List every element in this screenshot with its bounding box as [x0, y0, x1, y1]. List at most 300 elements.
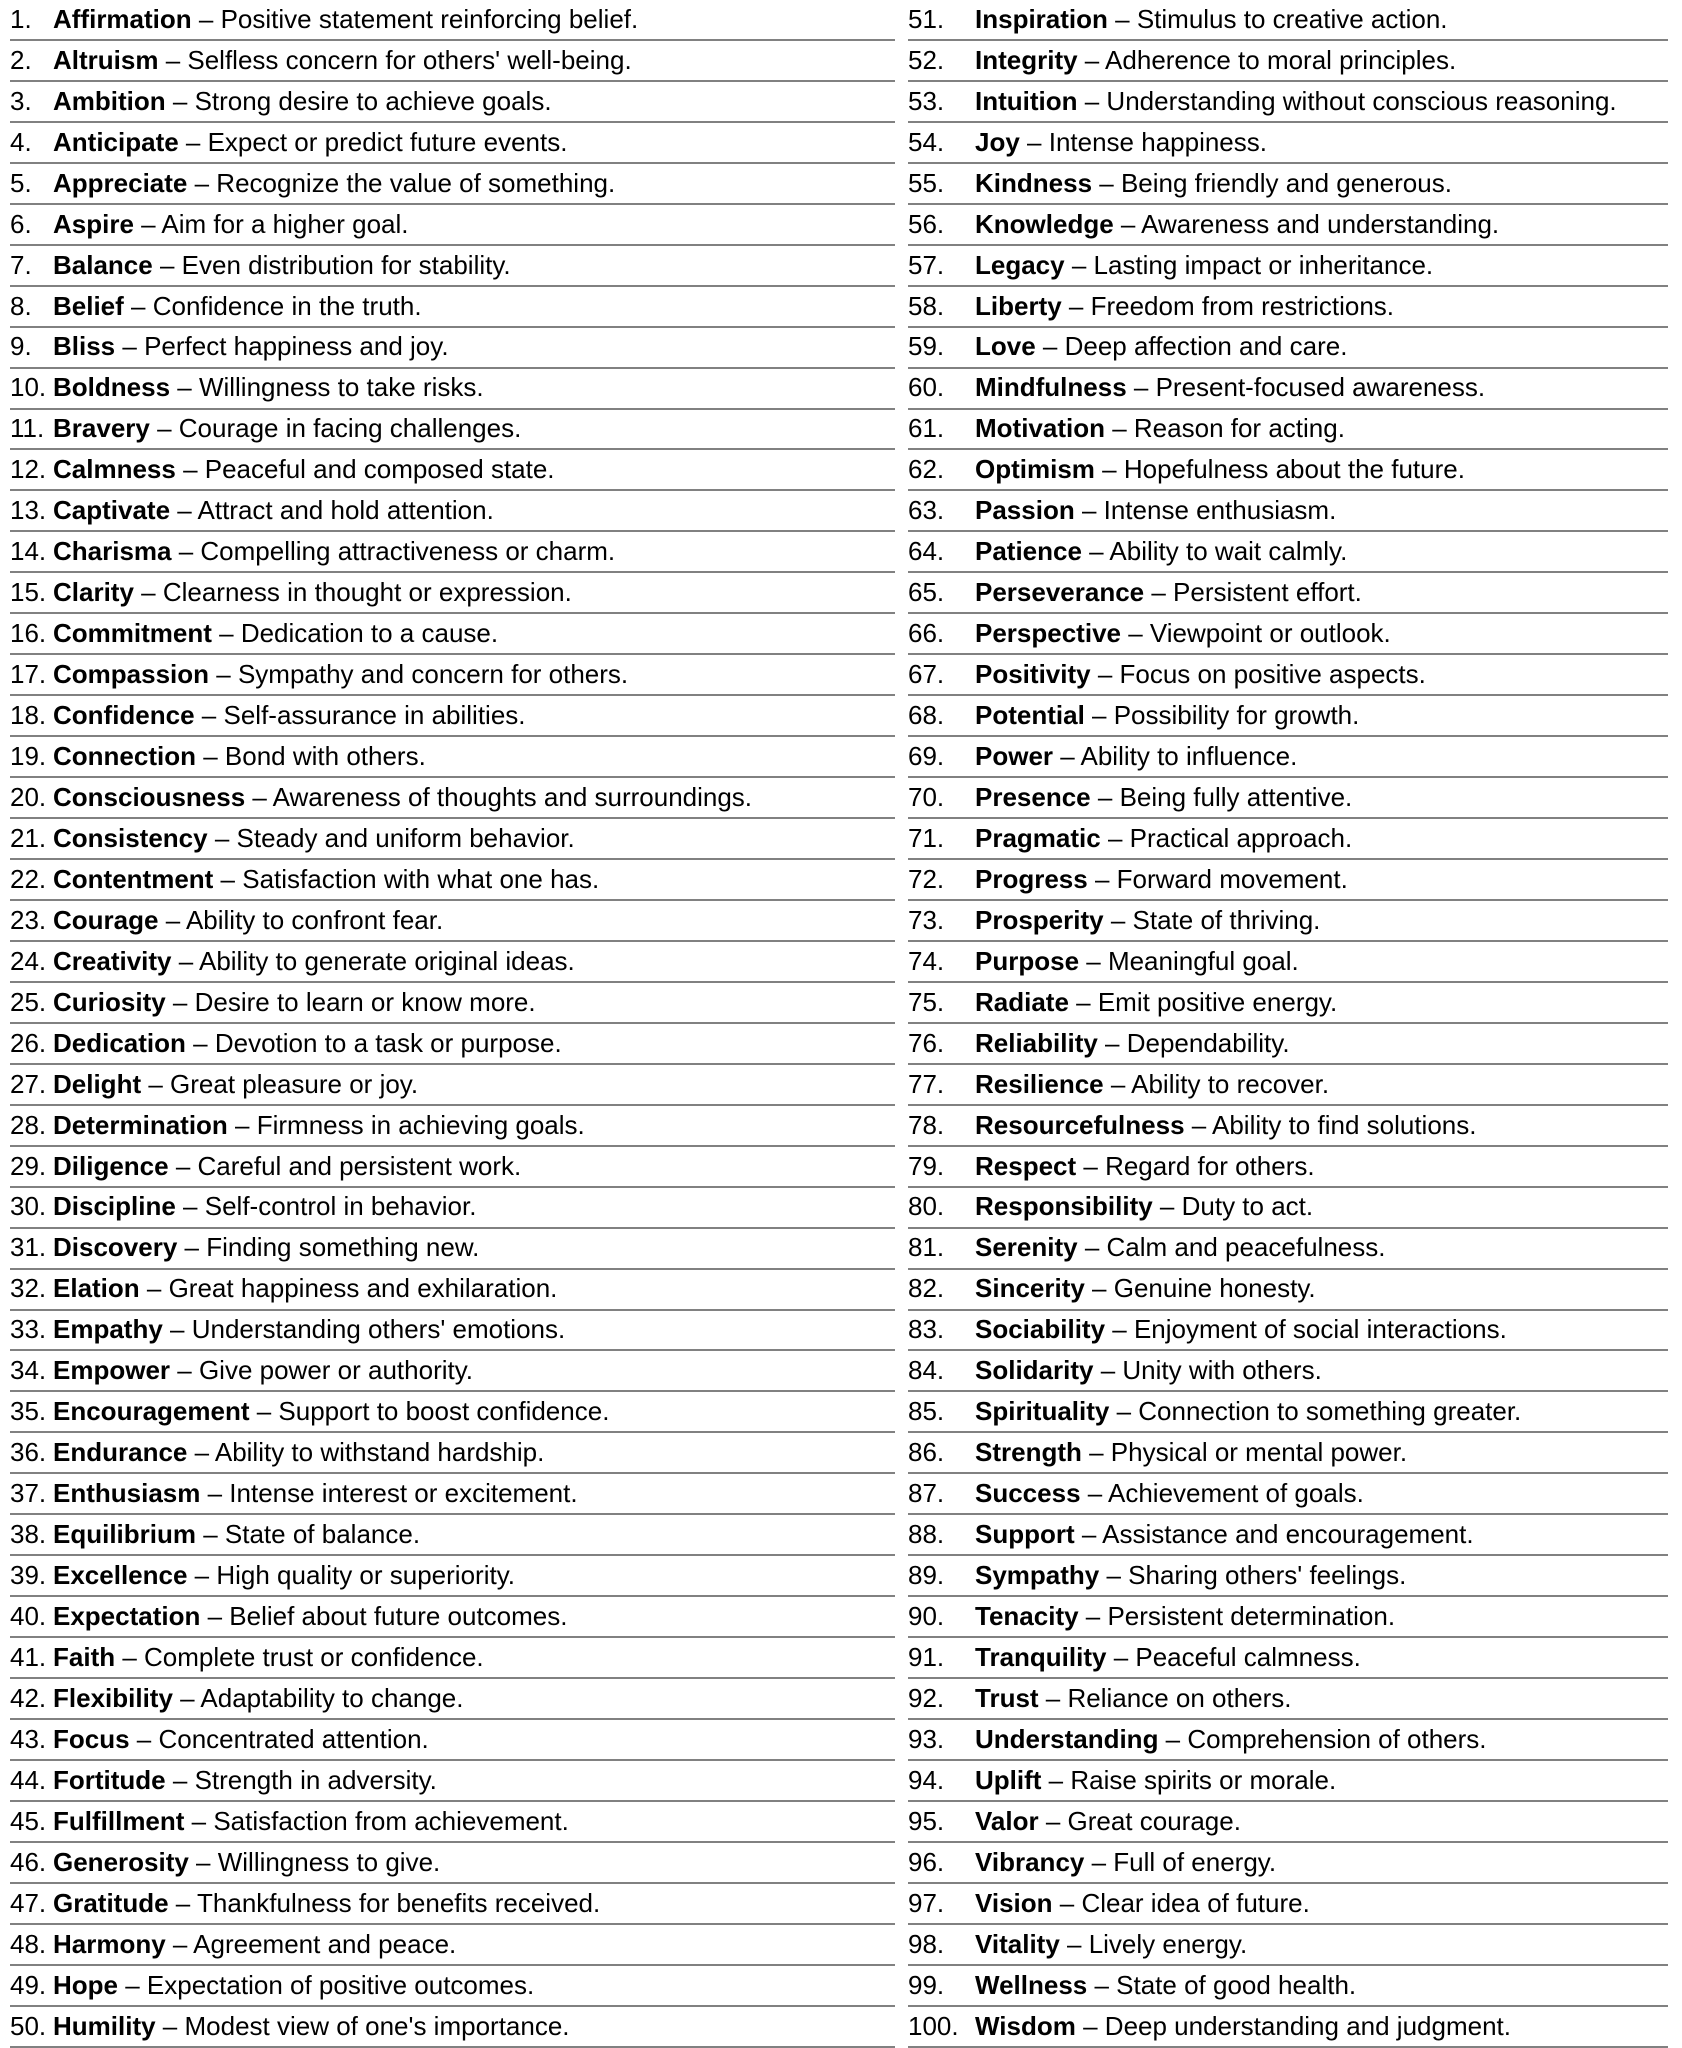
item-word: Empathy	[53, 1314, 163, 1345]
item-definition: – Courage in facing challenges.	[149, 413, 522, 444]
item-number: 2.	[10, 44, 32, 75]
list-item	[908, 1311, 1668, 1352]
item-text	[53, 1357, 473, 1384]
item-definition: – Expect or predict future events.	[178, 126, 568, 157]
list-item	[908, 1392, 1668, 1433]
item-text	[53, 986, 536, 1017]
item-word: Potential	[975, 700, 1085, 731]
list-item	[908, 1884, 1668, 1925]
item-text	[53, 1682, 464, 1713]
item-definition: – Awareness of thoughts and surroundings.	[245, 781, 753, 812]
list-item	[10, 778, 895, 819]
item-definition: – Aim for a higher goal.	[133, 208, 409, 239]
item-number: 27.	[10, 1068, 47, 1099]
word-list-column-left	[10, 0, 895, 2048]
item-number: 79.	[908, 1150, 945, 1181]
item-number: 32.	[10, 1273, 47, 1304]
item-word: Prosperity	[975, 904, 1104, 935]
item-word: Hope	[53, 1969, 118, 2000]
list-item	[908, 205, 1668, 246]
item-text	[53, 456, 555, 483]
item-number: 69.	[908, 740, 945, 771]
item-definition: – Forward movement.	[1087, 863, 1348, 894]
item-word: Discipline	[53, 1191, 176, 1222]
item-number: 93.	[908, 1723, 945, 1754]
item-number: 86.	[908, 1437, 945, 1468]
item-number: 97.	[908, 1887, 945, 1918]
list-item	[10, 1351, 895, 1392]
item-word: Joy	[975, 126, 1020, 157]
item-number: 13.	[10, 495, 47, 526]
item-number: 6.	[10, 208, 32, 239]
item-word: Respect	[975, 1150, 1077, 1181]
item-number: 11.	[10, 413, 45, 444]
item-number: 100.	[908, 2010, 959, 2041]
list-item	[10, 246, 895, 287]
list-item	[908, 819, 1668, 860]
item-word: Aspire	[53, 208, 134, 239]
list-item	[10, 1433, 895, 1474]
list-item	[908, 1843, 1668, 1884]
list-item	[10, 819, 895, 860]
item-text	[53, 333, 449, 360]
item-word: Pragmatic	[975, 822, 1101, 853]
item-text	[975, 1193, 1313, 1220]
list-item	[10, 2007, 895, 2048]
item-text	[53, 538, 615, 565]
item-number: 65.	[908, 577, 945, 608]
item-definition: – Ability to wait calmly.	[1081, 536, 1348, 567]
item-word: Clarity	[53, 577, 134, 608]
item-number: 57.	[908, 249, 945, 280]
item-word: Perseverance	[975, 577, 1145, 608]
list-item	[10, 1597, 895, 1638]
item-number: 40.	[10, 1601, 47, 1631]
list-item	[908, 1966, 1668, 2007]
item-word: Legacy	[975, 249, 1065, 280]
item-number: 64.	[908, 536, 945, 567]
item-definition: – Willingness to take risks.	[170, 372, 484, 403]
item-word: Determination	[53, 1109, 228, 1140]
item-number: 29.	[10, 1150, 47, 1181]
item-definition: – Viewpoint or outlook.	[1120, 618, 1391, 649]
list-item	[10, 491, 895, 532]
item-number: 82.	[908, 1273, 945, 1304]
item-word: Perspective	[975, 618, 1121, 649]
item-definition: – Strength in adversity.	[165, 1764, 437, 1795]
item-word: Positivity	[975, 659, 1091, 690]
item-text	[975, 290, 1394, 321]
item-definition: – Compelling attractiveness or charm.	[171, 536, 616, 567]
item-number: 66.	[908, 618, 945, 649]
item-word: Compassion	[53, 659, 210, 690]
item-definition: – Give power or authority.	[170, 1355, 474, 1386]
item-word: Optimism	[975, 454, 1095, 485]
list-item	[10, 860, 895, 901]
item-definition: – Self-assurance in abilities.	[194, 700, 526, 731]
item-text	[53, 1150, 522, 1181]
item-word: Understanding	[975, 1723, 1159, 1754]
item-definition: – State of thriving.	[1103, 904, 1321, 935]
item-number: 19.	[10, 740, 47, 771]
item-number: 24.	[10, 945, 47, 976]
item-number: 52.	[908, 44, 945, 75]
item-number: 45.	[10, 1805, 47, 1836]
item-definition: – Stimulus to creative action.	[1107, 3, 1448, 34]
item-word: Radiate	[975, 986, 1069, 1017]
item-word: Patience	[975, 536, 1082, 567]
item-text	[53, 85, 552, 116]
item-word: Progress	[975, 863, 1088, 894]
item-word: Equilibrium	[53, 1519, 196, 1550]
list-item	[908, 1433, 1668, 1474]
item-definition: – Modest view of one's importance.	[155, 2010, 570, 2041]
item-text	[975, 620, 1391, 647]
item-word: Bravery	[53, 413, 150, 444]
item-text	[53, 1764, 437, 1795]
item-definition: – Persistent determination.	[1078, 1601, 1396, 1631]
item-word: Courage	[53, 904, 159, 935]
item-text	[53, 1723, 429, 1754]
item-text	[975, 579, 1362, 606]
item-definition: – Dedication to a cause.	[211, 618, 499, 649]
list-item	[10, 410, 895, 451]
item-definition: – Unity with others.	[1093, 1355, 1322, 1386]
item-text	[975, 456, 1465, 483]
item-number: 26.	[10, 1027, 47, 1058]
item-number: 4.	[10, 126, 32, 157]
item-word: Motivation	[975, 413, 1105, 444]
item-text	[975, 1723, 1487, 1754]
list-item	[908, 1761, 1668, 1802]
item-definition: – Careful and persistent work.	[168, 1150, 522, 1181]
item-definition: – Connection to something greater.	[1109, 1396, 1522, 1427]
item-word: Vision	[975, 1887, 1053, 1918]
item-definition: – Positive statement reinforcing belief.	[191, 3, 639, 34]
item-text	[975, 1846, 1277, 1877]
item-number: 36.	[10, 1437, 47, 1468]
item-number: 42.	[10, 1682, 47, 1713]
item-definition: – Ability to withstand hardship.	[187, 1437, 545, 1468]
item-definition: – Emit positive energy.	[1068, 986, 1338, 1017]
list-item	[908, 983, 1668, 1024]
list-item	[908, 82, 1668, 123]
item-number: 43.	[10, 1723, 47, 1754]
item-number: 70.	[908, 781, 945, 812]
item-definition: – Clear idea of future.	[1052, 1887, 1310, 1918]
item-text	[975, 126, 1267, 157]
item-text	[975, 374, 1485, 401]
item-text	[53, 1109, 585, 1140]
item-number: 54.	[908, 126, 945, 157]
item-text	[53, 945, 575, 976]
item-definition: – Devotion to a task or purpose.	[185, 1027, 562, 1058]
item-text	[53, 1521, 420, 1548]
item-definition: – Dependability.	[1097, 1027, 1290, 1058]
item-definition: – Focus on positive aspects.	[1090, 659, 1426, 690]
item-word: Kindness	[975, 167, 1093, 198]
item-number: 12.	[10, 454, 47, 485]
item-word: Love	[975, 331, 1036, 362]
item-word: Support	[975, 1519, 1075, 1550]
list-item	[908, 450, 1668, 491]
item-text	[53, 208, 409, 239]
item-text	[975, 1562, 1406, 1589]
item-text	[53, 415, 521, 442]
item-text	[53, 3, 639, 34]
list-item	[10, 532, 895, 573]
item-number: 22.	[10, 863, 47, 894]
list-item	[908, 1351, 1668, 1392]
item-number: 99.	[908, 1969, 945, 2000]
item-word: Responsibility	[975, 1191, 1153, 1222]
item-definition: – Complete trust or confidence.	[115, 1641, 484, 1672]
item-text	[53, 1928, 457, 1959]
item-word: Focus	[53, 1723, 130, 1754]
item-text	[53, 1398, 609, 1425]
item-word: Contentment	[53, 863, 214, 894]
list-item	[908, 410, 1668, 451]
item-definition: – Desire to learn or know more.	[165, 986, 536, 1017]
item-number: 23.	[10, 904, 47, 935]
list-item	[908, 164, 1668, 205]
item-text	[975, 1603, 1395, 1630]
item-definition: – Finding something new.	[177, 1232, 480, 1263]
item-word: Calmness	[53, 454, 176, 485]
item-text	[53, 1887, 601, 1918]
item-number: 77.	[908, 1068, 945, 1099]
item-definition: – Willingness to give.	[188, 1846, 441, 1877]
item-word: Confidence	[53, 700, 195, 731]
item-definition: – State of good health.	[1087, 1969, 1357, 2000]
item-definition: – Great happiness and exhilaration.	[139, 1273, 558, 1304]
list-item	[10, 164, 895, 205]
item-number: 63.	[908, 495, 945, 526]
item-number: 85.	[908, 1396, 945, 1427]
item-text	[975, 333, 1347, 360]
item-text	[53, 167, 616, 198]
item-text	[53, 497, 494, 524]
item-definition: – Agreement and peace.	[165, 1928, 457, 1959]
list-item	[10, 655, 895, 696]
item-definition: – Perfect happiness and joy.	[115, 331, 449, 362]
item-word: Valor	[975, 1805, 1039, 1836]
item-definition: – Lasting impact or inheritance.	[1064, 249, 1434, 280]
list-item	[908, 737, 1668, 778]
list-item	[10, 1147, 895, 1188]
item-definition: – Being friendly and generous.	[1092, 167, 1452, 198]
item-word: Solidarity	[975, 1355, 1094, 1386]
item-definition: – Lively energy.	[1059, 1928, 1248, 1959]
item-text	[975, 1682, 1292, 1713]
item-text	[975, 1887, 1310, 1918]
item-word: Sociability	[975, 1314, 1106, 1345]
item-text	[53, 740, 426, 771]
item-number: 83.	[908, 1314, 945, 1345]
list-item	[10, 1229, 895, 1270]
list-item	[10, 1761, 895, 1802]
item-number: 76.	[908, 1027, 945, 1058]
item-definition: – Regard for others.	[1076, 1150, 1315, 1181]
item-number: 31.	[10, 1232, 47, 1263]
item-number: 73.	[908, 904, 945, 935]
list-item	[908, 1270, 1668, 1311]
list-item	[908, 287, 1668, 328]
item-definition: – Reliance on others.	[1038, 1682, 1292, 1713]
item-text	[975, 781, 1353, 812]
item-word: Reliability	[975, 1027, 1098, 1058]
item-definition: – Ability to find solutions.	[1184, 1109, 1477, 1140]
item-definition: – Bond with others.	[196, 740, 426, 771]
item-definition: – Ability to recover.	[1103, 1068, 1330, 1099]
item-text	[53, 863, 600, 894]
item-word: Power	[975, 740, 1054, 771]
item-text	[975, 1316, 1507, 1343]
list-item	[10, 1024, 895, 1065]
list-item	[908, 1188, 1668, 1229]
item-number: 20.	[10, 781, 47, 812]
item-definition: – Reason for acting.	[1105, 413, 1345, 444]
item-text	[975, 1521, 1474, 1548]
item-number: 61.	[908, 413, 945, 444]
item-text	[975, 497, 1336, 524]
item-word: Fortitude	[53, 1764, 166, 1795]
item-definition: – Ability to generate original ideas.	[171, 945, 575, 976]
item-word: Faith	[53, 1641, 116, 1672]
list-item	[908, 614, 1668, 655]
item-text	[53, 44, 632, 75]
item-word: Harmony	[53, 1928, 166, 1959]
item-text	[53, 1316, 565, 1343]
item-definition: – Belief about future outcomes.	[200, 1601, 568, 1631]
item-word: Dedication	[53, 1027, 186, 1058]
item-definition: – Full of energy.	[1084, 1846, 1277, 1877]
list-item	[10, 1556, 895, 1597]
item-definition: – Freedom from restrictions.	[1061, 290, 1394, 321]
item-definition: – Achievement of goals.	[1080, 1478, 1364, 1509]
item-word: Knowledge	[975, 208, 1114, 239]
item-number: 17.	[10, 659, 47, 690]
item-definition: – Concentrated attention.	[129, 1723, 429, 1754]
item-definition: – Peaceful calmness.	[1106, 1641, 1361, 1672]
item-text	[975, 1969, 1357, 2000]
item-number: 87.	[908, 1478, 945, 1509]
item-word: Tranquility	[975, 1641, 1107, 1672]
item-number: 55.	[908, 167, 945, 198]
item-text	[53, 290, 422, 321]
item-word: Presence	[975, 781, 1091, 812]
item-text	[975, 1764, 1337, 1795]
item-word: Consciousness	[53, 781, 246, 812]
list-item	[908, 1065, 1668, 1106]
item-text	[975, 702, 1359, 729]
item-word: Ambition	[53, 85, 166, 116]
item-text	[53, 249, 511, 280]
item-text	[53, 1969, 535, 2000]
item-definition: – Physical or mental power.	[1081, 1437, 1408, 1468]
item-word: Encouragement	[53, 1396, 250, 1427]
item-word: Spirituality	[975, 1396, 1110, 1427]
item-word: Diligence	[53, 1150, 169, 1181]
item-text	[53, 1234, 479, 1261]
item-text	[975, 415, 1345, 442]
item-number: 37.	[10, 1478, 47, 1509]
item-word: Commitment	[53, 618, 212, 649]
item-definition: – Intense happiness.	[1019, 126, 1267, 157]
item-definition: – Practical approach.	[1100, 822, 1353, 853]
item-text	[975, 1480, 1364, 1507]
list-item	[10, 1474, 895, 1515]
list-item	[10, 287, 895, 328]
item-word: Fulfillment	[53, 1805, 185, 1836]
item-number: 74.	[908, 945, 945, 976]
list-item	[10, 1925, 895, 1966]
list-item	[10, 1311, 895, 1352]
item-text	[53, 1027, 562, 1058]
item-number: 1.	[10, 3, 32, 34]
item-text	[975, 1928, 1248, 1959]
item-definition: – Support to boost confidence.	[249, 1396, 610, 1427]
list-item	[908, 1229, 1668, 1270]
item-number: 78.	[908, 1109, 945, 1140]
item-definition: – Self-control in behavior.	[175, 1191, 477, 1222]
item-word: Resourcefulness	[975, 1109, 1185, 1140]
item-number: 98.	[908, 1928, 945, 1959]
item-word: Trust	[975, 1682, 1039, 1713]
item-text	[975, 1234, 1385, 1261]
item-word: Endurance	[53, 1437, 188, 1468]
item-definition: – Ability to confront fear.	[158, 904, 444, 935]
list-item	[908, 1106, 1668, 1147]
item-number: 94.	[908, 1764, 945, 1795]
item-definition: – State of balance.	[196, 1519, 421, 1550]
item-number: 91.	[908, 1641, 945, 1672]
item-text	[53, 702, 526, 729]
item-definition: – Great pleasure or joy.	[141, 1068, 419, 1099]
list-item	[908, 942, 1668, 983]
item-number: 51.	[908, 3, 945, 34]
list-item	[10, 123, 895, 164]
list-item	[10, 1270, 895, 1311]
item-word: Charisma	[53, 536, 172, 567]
list-item	[908, 901, 1668, 942]
item-word: Resilience	[975, 1068, 1104, 1099]
list-item	[908, 1147, 1668, 1188]
item-text	[53, 781, 753, 812]
item-number: 5.	[10, 167, 32, 198]
item-definition: – Intense interest or excitement.	[200, 1478, 578, 1509]
item-definition: – Duty to act.	[1152, 1191, 1314, 1222]
word-list-column-right	[908, 0, 1668, 2048]
list-item	[10, 573, 895, 614]
item-number: 62.	[908, 454, 945, 485]
item-definition: – Clearness in thought or expression.	[133, 577, 572, 608]
item-text	[53, 1439, 544, 1466]
item-text	[53, 1603, 568, 1630]
item-text	[975, 1150, 1315, 1181]
item-word: Anticipate	[53, 126, 179, 157]
list-item	[10, 82, 895, 123]
item-word: Captivate	[53, 495, 171, 526]
item-word: Integrity	[975, 44, 1078, 75]
list-item	[10, 1720, 895, 1761]
item-definition: – High quality or superiority.	[187, 1560, 515, 1591]
item-word: Inspiration	[975, 3, 1108, 34]
item-text	[975, 904, 1321, 935]
item-text	[975, 822, 1353, 853]
list-item	[10, 737, 895, 778]
item-text	[53, 1562, 515, 1589]
